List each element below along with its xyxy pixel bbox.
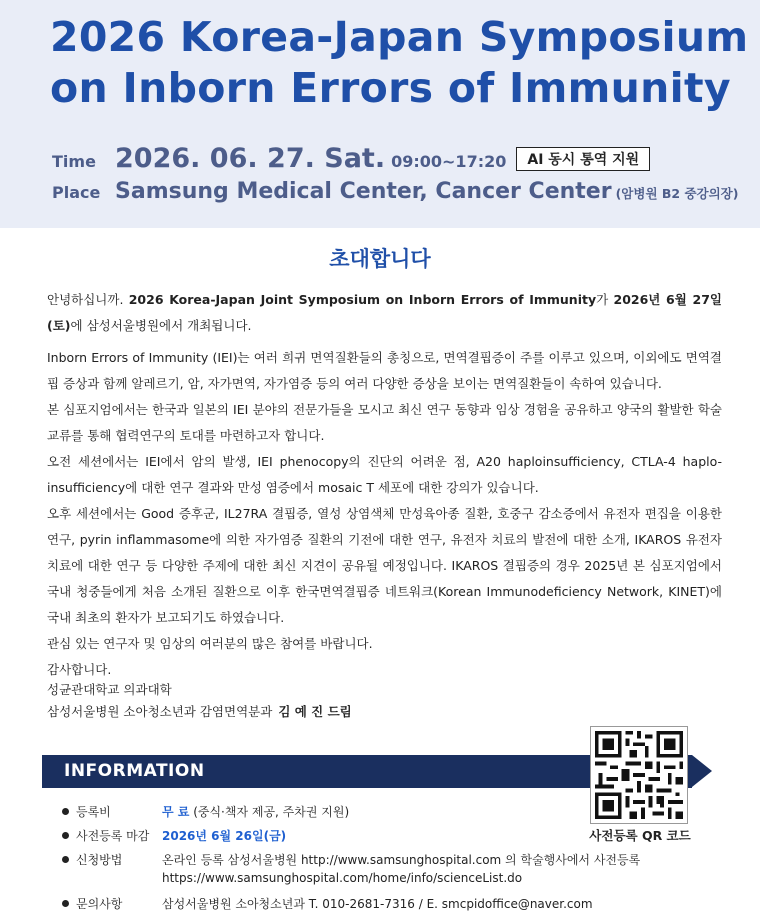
event-place-detail: (암병원 B2 중강의장) (615, 186, 739, 201)
fee-free: 무 료 (162, 805, 190, 819)
fee-detail: (중식·책자 제공, 주차권 지원) (189, 805, 350, 819)
bullet-icon (62, 856, 69, 863)
invitation-title: 초대합니다 (329, 247, 431, 271)
intro-text-mid: 가 (596, 292, 614, 307)
title-line-2: on Inborn Errors of Immunity (50, 64, 731, 112)
event-date: 2026. 06. 27. Sat. (115, 143, 386, 174)
paragraph-purpose: 본 심포지엄에서는 한국과 일본의 IEI 분야의 전문가들을 모시고 최신 연구 동향과 임상 경험을 공유하고 양국의 활발한 학술교류를 통해 협력연구의 토대를 마련하고자 합니다. (47, 402, 722, 443)
info-item-method (62, 848, 702, 892)
symposium-title (50, 12, 748, 114)
signature (47, 679, 352, 723)
info-key-deadline: 사전등록 마감 (76, 829, 150, 843)
signature-dept: 삼성서울병원 소아청소년과 감염면역분과 (47, 704, 273, 719)
bullet-icon (62, 832, 69, 839)
info-item-fee (62, 800, 702, 824)
paragraph-thanks: 감사합니다. (47, 662, 112, 677)
time-row (52, 143, 650, 174)
signature-name: 김 예 진 드림 (278, 704, 352, 719)
paragraph-call: 관심 있는 연구자 및 임상의 여러분의 많은 참여를 바랍니다. (47, 636, 373, 651)
paragraph-iei: Inborn Errors of Immunity (IEI)는 여러 희귀 면역질환들의 총칭으로, 면역결핍증이 주를 이루고 있으며, 이외에도 면역결핍 증상과 함께 알레르기, 암, 자가면역, 자가염증 등의 여러 다양한 증상을 보이는 면역질환들이 속하여 있습니다. (47, 350, 722, 391)
intro-symposium-name: 2026 Korea-Japan Joint Symposium on Inborn Errors of Immunity (128, 292, 597, 307)
event-hours: 09:00~17:20 (391, 152, 507, 171)
info-item-deadline (62, 824, 702, 848)
registration-link[interactable]: https://www.samsunghospital.com/home/info/scienceList.do (162, 871, 523, 885)
info-key-fee: 등록비 (76, 805, 111, 819)
paragraph-afternoon: 오후 세션에서는 Good 증후군, IL27RA 결핍증, 열성 상염색체 만성육아종 질환, 호중구 감소증에서 유전자 편집을 이용한 연구, pyrin inflammasome에 의한 자가염증 질환의 기전에 대한 연구, 유전자 치료의 발전에 대한 소개, IKAROS 유전자 치료에 대한 연구 등 다양한 주제에 대한 최신 지견이 공유될 예정입니다. IKAROS 결핍증의 경우 2025년 본 심포지엄에서 국내 청중들에게 처음 소개된 질환으로 이후 한국면역결핍증 네트워크(Korean Immunodeficiency Network, KINET)에 국내 최초의 환자가 보고되기도 하였습니다. (47, 506, 722, 625)
place-row (52, 179, 738, 204)
qr-caption: 사전등록 QR 코드 (589, 828, 691, 843)
info-value-contact: 삼성서울병원 소아청소년과 T. 010-2681-7316 / E. smcpidoffice@naver.com (162, 897, 593, 911)
intro-text: 안녕하십니까. (47, 292, 129, 307)
information-bar-arrow (692, 755, 712, 787)
title-line-1: 2026 Korea-Japan Symposium (50, 13, 749, 61)
invitation-body (47, 287, 722, 683)
info-key-contact: 문의사항 (76, 897, 123, 911)
time-label: Time (52, 152, 96, 171)
place-label: Place (52, 183, 101, 202)
paragraph-morning: 오전 세션에서는 IEI에서 암의 발생, IEI phenocopy의 진단의 어려운 점, A20 haploinsufficiency, CTLA-4 haplo-insufficiency에 대한 연구 결과와 만성 염증에서 mosaic T 세포에 대한 강의가 있습니다. (47, 454, 722, 495)
bullet-icon (62, 900, 69, 907)
info-value-deadline: 2026년 6월 26일(금) (162, 829, 287, 843)
ai-interpretation-badge: AI 동시 통역 지원 (516, 147, 650, 171)
signature-affiliation-2 (47, 701, 352, 723)
paragraph-intro (47, 287, 722, 339)
event-place: Samsung Medical Center, Cancer Center (115, 179, 612, 204)
information-title: INFORMATION (64, 761, 205, 781)
bullet-icon (62, 808, 69, 815)
information-list (62, 800, 702, 916)
header-banner (0, 0, 760, 228)
info-value-fee (162, 803, 349, 820)
info-key-method: 신청방법 (76, 853, 123, 867)
intro-date: 2026년 6월 27일(토) (47, 292, 722, 333)
intro-text-end: 에 삼성서울병원에서 개최됩니다. (70, 318, 252, 333)
info-value-method: 온라인 등록 삼성서울병원 http://www.samsunghospital.com 의 학술행사에서 사전등록 (162, 853, 641, 867)
signature-affiliation-1: 성균관대학교 의과대학 (47, 682, 172, 697)
info-item-contact (62, 892, 702, 916)
